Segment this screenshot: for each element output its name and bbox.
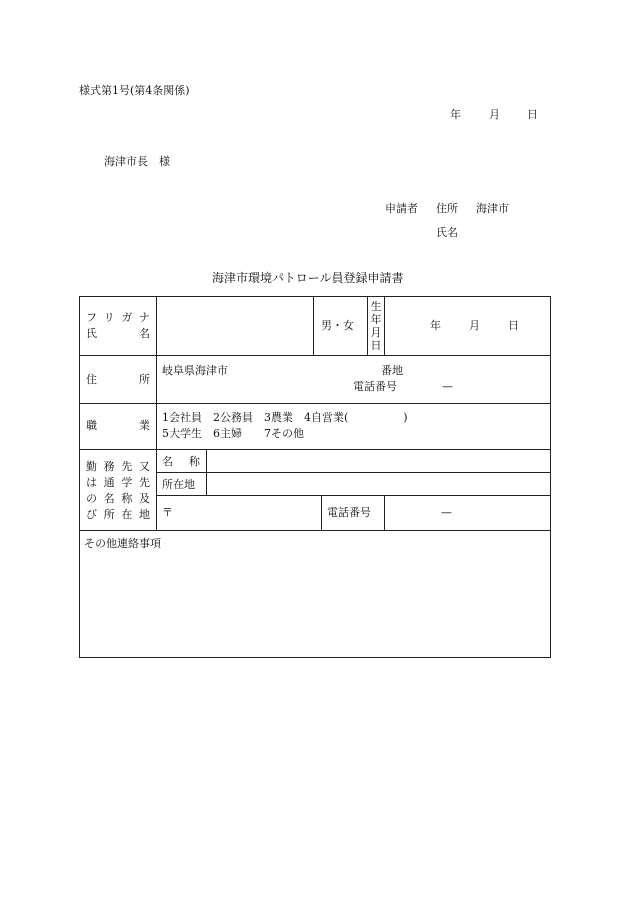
column-divider (384, 297, 385, 355)
column-divider (321, 495, 322, 530)
row-divider (156, 495, 550, 496)
row-divider (156, 472, 550, 473)
application-table (79, 296, 551, 658)
applicant-address-city: 海津市 (476, 202, 509, 215)
address-phone-dash: — (442, 380, 453, 393)
occupation-label: 職 業 (86, 419, 150, 432)
furigana-label: フ リ ガ ナ (86, 311, 150, 324)
row-divider (80, 403, 550, 404)
applicant-label: 申請者 (385, 202, 418, 215)
row-divider (80, 355, 550, 356)
address-prefix: 岐阜県海津市 (162, 364, 228, 377)
workplace-location-label: 所在地 (162, 478, 195, 491)
other-notes-label: その他連絡事項 (84, 537, 161, 550)
applicant-name-label: 氏名 (436, 226, 458, 239)
birthdate-label: 生 年 月 日 (370, 300, 382, 352)
form-number: 様式第1号(第4条関係) (79, 84, 190, 97)
header-date-month: 月 (489, 108, 500, 121)
workplace-label: 勤 務 先 又 は 通 学 先 の 名 称 及 び 所 在 地 (86, 460, 150, 521)
column-divider (206, 449, 207, 495)
gender-field: 男・女 (321, 319, 354, 332)
applicant-address-label: 住所 (436, 202, 458, 215)
occupation-options-line1: 1会社員 2公務員 3農業 4自営業( ) (162, 411, 408, 424)
workplace-phone-label: 電話番号 (327, 506, 371, 519)
column-divider (156, 297, 157, 530)
name-label: 氏 名 (86, 327, 150, 340)
workplace-name-label: 名 称 (162, 455, 200, 468)
occupation-options-line2: 5大学生 6主婦 7その他 (162, 427, 304, 440)
column-divider (384, 495, 385, 530)
row-divider (80, 449, 550, 450)
postal-mark: 〒 (162, 506, 173, 519)
row-divider (80, 530, 550, 531)
address-phone-label: 電話番号 (353, 380, 397, 393)
birth-day: 日 (508, 319, 519, 332)
column-divider (313, 297, 314, 355)
birth-month: 月 (469, 319, 480, 332)
header-date-year: 年 (450, 108, 461, 121)
form-title: 海津市環境パトロール員登録申請書 (212, 271, 404, 285)
address-label: 住 所 (86, 373, 150, 386)
header-date-day: 日 (527, 108, 538, 121)
address-banchi: 番地 (381, 364, 403, 377)
workplace-phone-dash: — (441, 506, 452, 519)
birth-year: 年 (430, 319, 441, 332)
addressee: 海津市長 様 (104, 155, 170, 168)
